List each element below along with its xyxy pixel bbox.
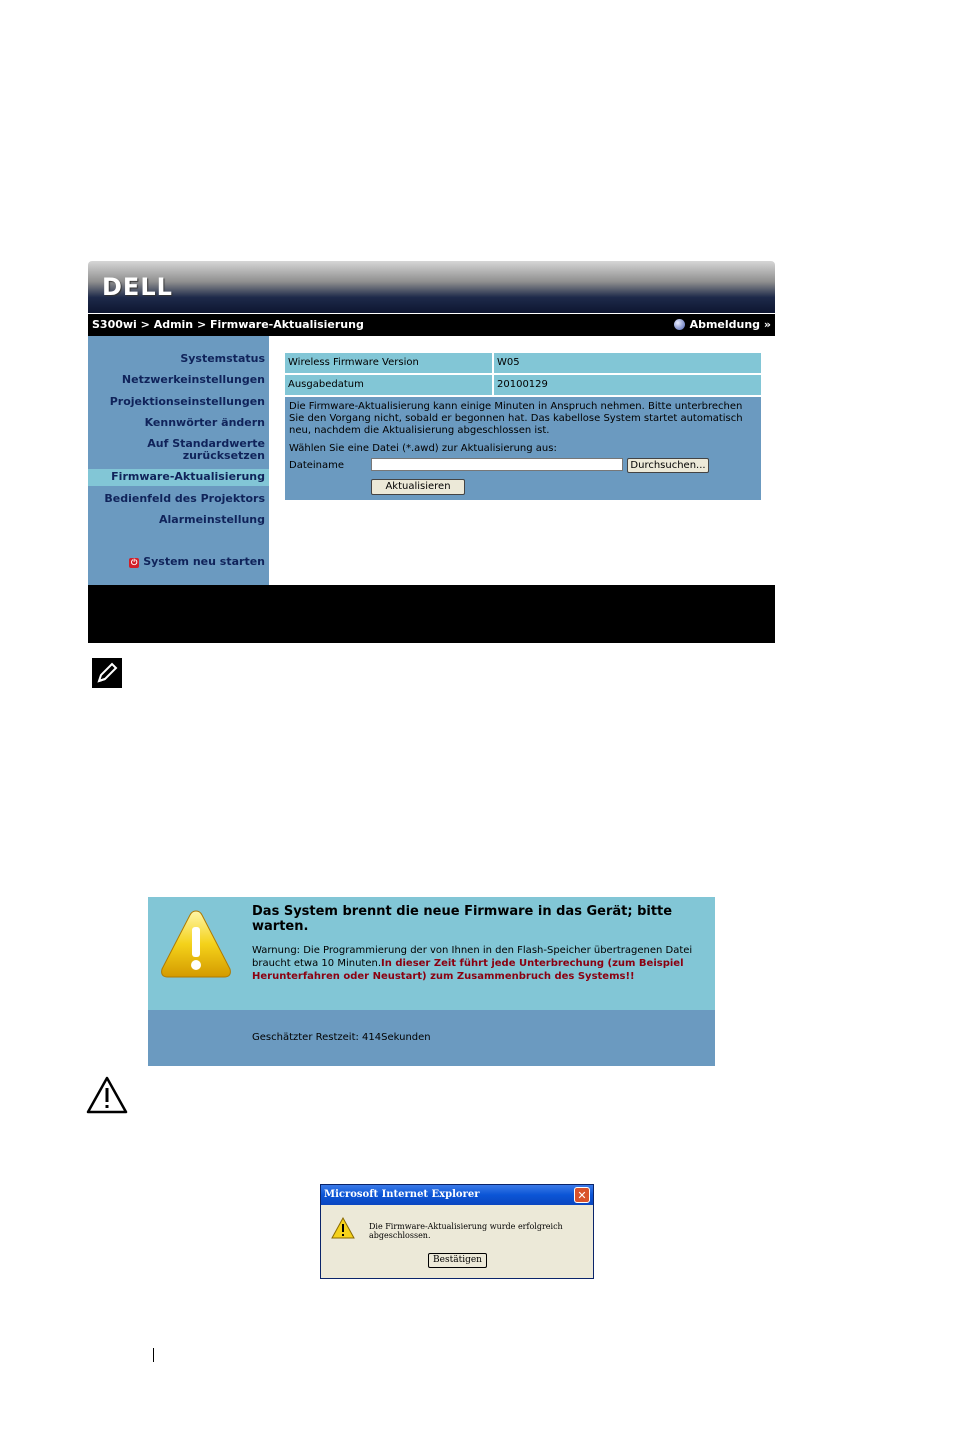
logout-label: Abmeldung » <box>689 318 771 331</box>
warning-text: Warnung: Die Programmierung der von Ihnen in den Flash-Speicher übertragenen Datei braucht etwa 10 Minuten. <box>252 945 693 969</box>
sidebar-item-control-panel[interactable]: Bedienfeld des Projektors <box>104 492 265 505</box>
ie-title-bar <box>321 1185 593 1205</box>
sidebar-item-firmware-update[interactable] <box>88 469 269 486</box>
sidebar-item-label: zurücksetzen <box>182 449 265 462</box>
ie-title: Microsoft Internet Explorer <box>324 1189 480 1200</box>
breadcrumb: S300wi > Admin > Firmware-Aktualisierung <box>92 318 364 331</box>
sidebar-item-network[interactable]: Netzwerkeinstellungen <box>121 373 265 386</box>
release-date-row <box>285 375 761 395</box>
header-banner <box>88 261 775 313</box>
release-date-label: Ausgabedatum <box>285 375 492 395</box>
sidebar-item-projection[interactable]: Projektionseinstellungen <box>109 395 265 408</box>
sidebar <box>88 336 269 585</box>
confirm-button[interactable]: Bestätigen <box>428 1253 487 1268</box>
sidebar-item-alarm[interactable]: Alarmeinstellung <box>159 513 265 526</box>
page-rule <box>153 1348 154 1362</box>
update-description: Die Firmware-Aktualisierung kann einige Minuten in Anspruch nehmen. Bitte unterbrechen Sie den Vorgang nicht, sobald er begonnen hat. Das kabellose System startet automatisch neu, nachdem die Aktualisierung abgeschlossen ist. <box>289 401 743 436</box>
update-panel <box>285 397 761 500</box>
logout-link[interactable] <box>674 318 771 331</box>
warning-text-bold: In dieser Zeit führt jede Unterbrechung (zum Beispiel Herunterfahren oder Neustart) zum Zusammenbruch des Systems!! <box>252 958 684 982</box>
note-icon <box>92 658 122 688</box>
remaining-time: Geschätzter Restzeit: 414Sekunden <box>252 1032 431 1043</box>
caution-icon <box>86 1076 128 1114</box>
ie-alert-dialog <box>320 1184 594 1279</box>
firmware-burn-dialog <box>148 897 715 1066</box>
sidebar-item-systemstatus[interactable]: Systemstatus <box>180 352 265 365</box>
firmware-version-label: Wireless Firmware Version <box>285 353 492 373</box>
footer-bar <box>88 585 775 643</box>
sidebar-item-label: Auf Standardwerte <box>147 437 265 450</box>
logout-icon <box>674 319 685 330</box>
firmware-version-value: W05 <box>494 353 761 373</box>
file-name-input[interactable] <box>371 458 623 471</box>
burn-dialog-title: Das System brennt die neue Firmware in das Gerät; bitte warten. <box>252 904 673 934</box>
burn-dialog-top <box>148 897 715 1010</box>
sidebar-item-restart[interactable] <box>129 556 265 568</box>
warning-icon <box>331 1217 355 1239</box>
burn-dialog-bottom <box>148 1010 715 1066</box>
sidebar-item-label: System neu starten <box>143 555 265 568</box>
dell-logo: DELL <box>102 273 173 301</box>
update-button[interactable]: Aktualisieren <box>371 479 465 495</box>
power-icon: ⏻ <box>131 558 138 567</box>
projector-web-ui <box>88 261 775 643</box>
sidebar-item-passwords[interactable]: Kennwörter ändern <box>144 416 265 429</box>
burn-dialog-warning <box>252 944 707 983</box>
file-name-label: Dateiname <box>289 460 345 471</box>
warning-icon <box>158 907 234 983</box>
ie-message: Die Firmware-Aktualisierung wurde erfolgreich abgeschlossen. <box>369 1222 563 1240</box>
browse-button[interactable]: Durchsuchen... <box>627 458 709 473</box>
file-prompt: Wählen Sie eine Datei (*.awd) zur Aktualisierung aus: <box>289 443 557 454</box>
release-date-value: 20100129 <box>494 375 761 395</box>
sidebar-item-reset-defaults[interactable] <box>147 438 265 462</box>
sidebar-item-label: Firmware-Aktualisierung <box>111 470 265 483</box>
firmware-version-row <box>285 353 761 373</box>
nav-bar <box>88 314 775 336</box>
close-icon[interactable]: ✕ <box>574 1187 590 1203</box>
main-content <box>269 336 775 585</box>
